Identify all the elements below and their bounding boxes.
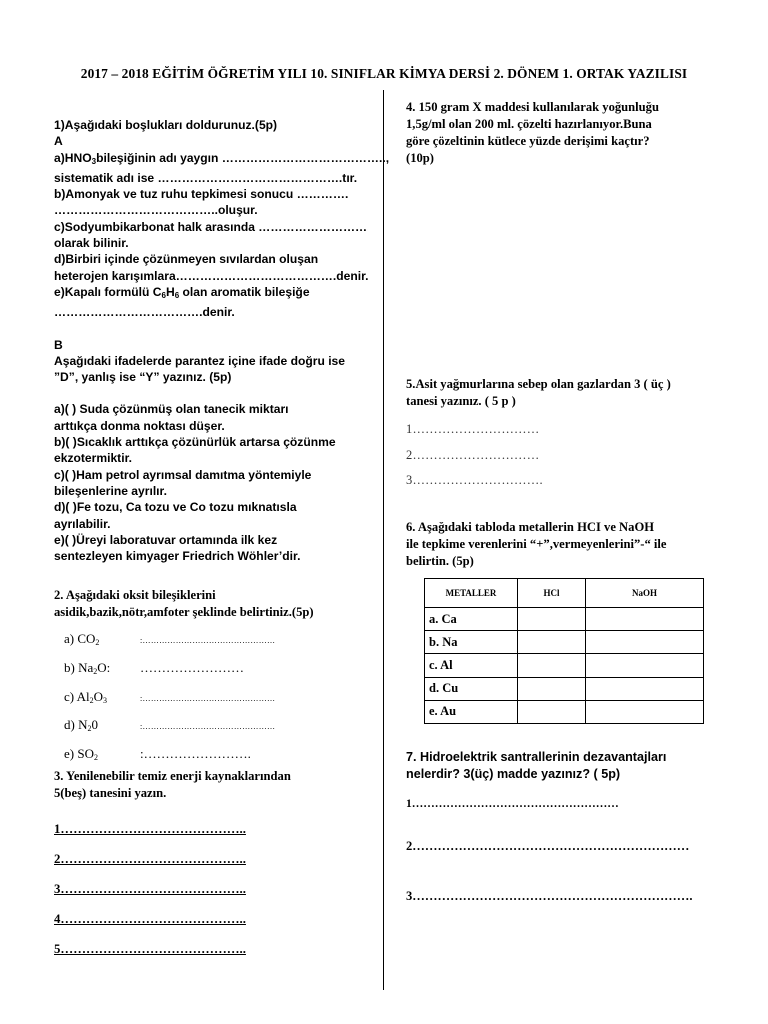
q2-item-dots: :………………………………………… [140,636,276,646]
q2-item-sub: 2 [95,638,100,648]
q1-b-instruction-1: Aşağıdaki ifadelerde parantez içine ifade doğru ise [54,353,346,368]
q2-line1: 2. Aşağıdaki oksit bileşiklerini [54,588,216,603]
q5-answers [406,417,543,494]
q1-tf-c-1: c)( )Ham petrol ayrımsal damıtma yöntemiyle [54,467,312,482]
q1-c-line1: c)Sodyumbikarbonat halk arasında ……………………… [54,219,368,234]
question-2 [54,587,376,621]
q5-answer-2[interactable]: 2………………………… [406,447,540,462]
q2-item-sub2: 3 [103,695,108,705]
q5-answer-3[interactable]: 3…………………………. [406,473,543,487]
q2-item-sub: 2 [93,667,98,677]
q1-b-line2: …………………………………..oluşur. [54,203,258,218]
metals-reaction-table [424,578,704,724]
q1-e-line2: ……………………………….denir. [54,305,235,320]
q2-item-dots: :……………………. [140,745,251,761]
q1-a-subscript: 3 [91,156,97,166]
question-1 [54,117,390,564]
table-row [425,654,704,677]
q7-line2: nelerdir? 3(üç) madde yazınız? ( 5p) [406,767,621,781]
column-divider [383,90,384,990]
q6-line2: ile tepkime verenlerini “+”,vermeyenlerini”-“ ile [406,537,667,551]
table-row [425,608,704,631]
q2-line2: asidik,bazik,nötr,amfoter şeklinde belirtiniz.(5p) [54,605,314,620]
q1-e-sub2: 6 [174,290,180,300]
q1-part-b: B [54,337,63,352]
q1-e-prefix: e)Kapalı formülü C [54,284,162,299]
q7-answer-1[interactable]: 1……………………………………………… [406,798,619,810]
question-5 [406,376,671,410]
naoh-answer-cell[interactable] [586,654,704,677]
q1-d-line1: d)Birbiri içinde çözünmeyen sıvılardan oluşan [54,252,319,267]
metal-cell: e. Au [425,700,518,723]
q1-tf-a-1: a)( ) Suda çözünmüş olan tanecik miktarı [54,402,289,417]
q2-item-after: 0 [91,717,98,733]
question-4 [406,99,714,167]
q5-answer-1[interactable]: 1………………………… [406,422,540,436]
header-metals: METALLER [425,579,518,608]
q1-e-line1 [54,284,376,304]
q4-line4: (10p) [406,151,434,165]
q4-line2: 1,5g/ml olan 200 ml. çözelti hazırlanıyor.Buna [406,117,652,131]
q1-tf-e-2: sentezleyen kimyager Friedrich Wöhler’dir. [54,549,301,564]
q2-item-n2o [54,713,376,742]
q7-answer-3[interactable]: 3…………………………………………………………. [406,889,693,903]
q1-tf-b-1: b)( )Sıcaklık arttıkça çözünürlük artarsa çözünme [54,435,336,450]
hcl-answer-cell[interactable] [518,631,586,654]
question-6 [406,519,667,570]
q6-line1: 6. Aşağıdaki tabloda metallerin HCI ve NaOH [406,520,655,534]
metal-cell: c. Al [425,654,518,677]
q2-item-label: c) Al [64,688,90,704]
naoh-answer-cell[interactable] [586,677,704,700]
q1-e-rest: olan aromatik bileşiğe [179,284,310,299]
q1-a-line2: sistematik adı ise ……………………………………….tır. [54,170,358,185]
q5-line2: tanesi yazınız. ( 5 p ) [406,394,516,408]
q1-tf-d-1: d)( )Fe tozu, Ca tozu ve Co tozu mıknatısla [54,500,297,515]
q2-item-sub: 2 [87,724,92,734]
q3-answer-3[interactable]: 3…………………………………….. [54,882,246,897]
q1-tf-a-2: arttıkça donma noktası düşer. [54,418,225,433]
q1-part-a: A [54,134,63,149]
q1-tf-e-1: e)( )Üreyi laboratuvar ortamında ilk kez [54,532,278,547]
q4-line1: 4. 150 gram X maddesi kullanılarak yoğunluğu [406,100,659,114]
header-naoh: NaOH [586,579,704,608]
table-row [425,677,704,700]
page-title: 2017 – 2018 EĞİTİM ÖĞRETİM YILI 10. SINIFLAR KİMYA DERSİ 2. DÖNEM 1. ORTAK YAZILISI [80,66,688,81]
q1-c-line2: olarak bilinir. [54,236,129,251]
q3-answer-4[interactable]: 4…………………………………….. [54,912,246,927]
q1-heading: 1)Aşağıdaki boşlukları doldurunuz.(5p) [54,118,278,132]
header-hcl: HCl [518,579,586,608]
hcl-answer-cell[interactable] [518,654,586,677]
question-3 [54,768,376,802]
q1-b-line1: b)Amonyak ve tuz ruhu tepkimesi sonucu …………. [54,187,349,202]
q2-item-label: e) SO [64,745,94,761]
metal-cell: d. Cu [425,677,518,700]
q2-item-dots: :………………………………………… [140,722,276,732]
q1-e-mid: H [165,284,175,299]
q2-item-label: d) N [64,717,88,733]
hcl-answer-cell[interactable] [518,677,586,700]
q2-item-dots: :………………………………………… [140,693,276,703]
table-row [425,631,704,654]
naoh-answer-cell[interactable] [586,700,704,723]
q1-tf-b-2: ekzotermiktir. [54,451,132,466]
q2-item-so2 [54,742,376,771]
metal-cell: b. Na [425,631,518,654]
q6-line3: belirtin. (5p) [406,554,474,568]
q1-d-line2: heterojen karışımlara………………………………….denir. [54,268,369,283]
q7-answer-2[interactable]: 2………………………………………………………… [406,839,690,853]
metal-cell: a. Ca [425,608,518,631]
q3-line1: 3. Yenilenebilir temiz enerji kaynaklarından [54,769,291,784]
q2-item-after: O: [97,660,111,676]
q1-a-line1 [54,150,390,170]
q2-item-al2o3 [54,685,376,714]
q7-line1: 7. Hidroelektrik santrallerinin dezavantajları [406,750,667,764]
q1-a-prefix: a)HNO [54,150,92,165]
q1-e-sub1: 6 [161,290,166,300]
q2-item-na2o [54,656,376,685]
table-row [425,700,704,723]
naoh-answer-cell[interactable] [586,631,704,654]
q2-oxide-list [54,627,376,770]
table-header-row [425,579,704,608]
q2-item-dots: …………………… [140,660,244,676]
q1-tf-c-2: bileşenlerine ayrılır. [54,483,167,498]
naoh-answer-cell[interactable] [586,608,704,631]
q3-answer-5[interactable]: 5…………………………………….. [54,942,246,957]
q1-b-instruction-2: ”D”, yanlış ise “Y” yazınız. (5p) [54,370,232,385]
q3-line2: 5(beş) tanesini yazın. [54,786,167,801]
question-7 [406,749,666,783]
q1-tf-d-2: ayrılabilir. [54,516,111,531]
q2-item-label: a) CO [64,631,96,647]
hcl-answer-cell[interactable] [518,700,586,723]
q7-answers [406,794,693,906]
q5-line1: 5.Asit yağmurlarına sebep olan gazlardan 3 ( üç ) [406,377,671,391]
q2-item-label: b) Na [64,660,94,676]
hcl-answer-cell[interactable] [518,608,586,631]
q1-a-rest: bileşiğinin adı yaygın ………………………………….., [96,150,390,165]
q4-line3: göre çözeltinin kütlece yüzde derişimi kaçtır? [406,134,650,148]
q2-item-sub: 2 [93,752,98,762]
left-column [54,117,390,964]
q2-item-sub: 2 [89,695,94,705]
q3-answers [54,814,376,964]
q3-answer-1[interactable]: 1…………………………………….. [54,822,246,837]
q3-answer-2[interactable]: 2…………………………………….. [54,852,246,867]
q2-item-co2 [54,627,376,656]
q2-item-after: O [93,688,104,704]
